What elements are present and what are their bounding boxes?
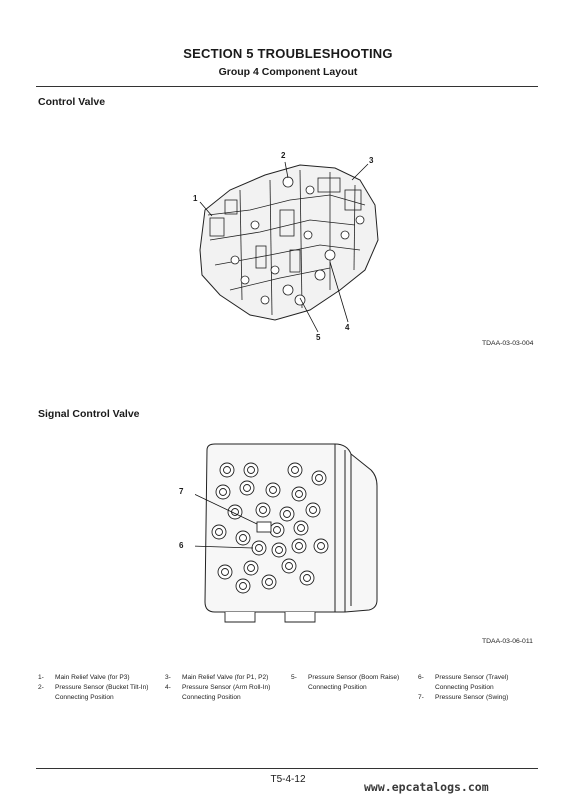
callout-2: 2 [281,151,286,160]
signal-control-valve-illustration [195,440,385,630]
control-valve-figure-code: TDAA-03-03-004 [482,340,534,347]
control-valve-heading: Control Valve [38,96,106,108]
page-number: T5-4-12 [270,774,306,785]
callout-3: 3 [369,156,374,165]
control-valve-illustration [170,150,400,350]
callout-5: 5 [316,333,321,342]
callout-6: 6 [179,541,184,550]
header-divider [36,86,538,87]
footer-divider [36,768,538,769]
signal-control-valve-heading: Signal Control Valve [38,408,140,420]
callout-7: 7 [179,487,184,496]
section-title: SECTION 5 TROUBLESHOOTING [183,46,393,61]
callout-4: 4 [345,323,350,332]
signal-control-valve-figure-code: TDAA-03-06-011 [482,638,533,645]
watermark: www.epcatalogs.com [364,780,489,794]
group-title: Group 4 Component Layout [218,66,358,78]
callout-1: 1 [193,194,198,203]
